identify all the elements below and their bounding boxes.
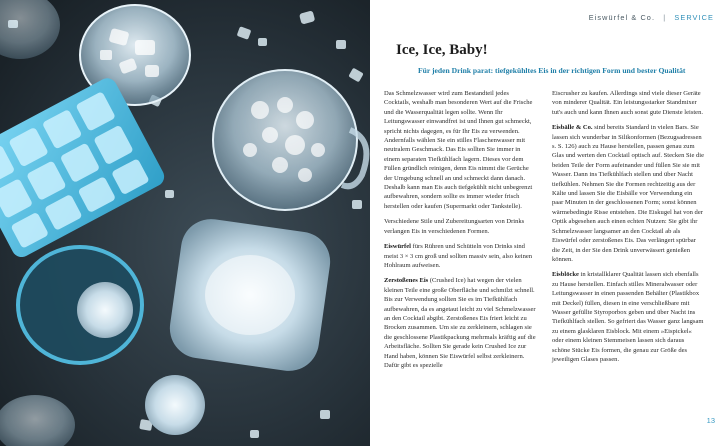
paragraph-text: in kristallklarer Qualität lassen sich ebenfalls zu Hause herstellen. Einfach stilles Mineralwasser oder Leitungswasser in einen passenden Behälter (Plastikbox mit Deckel) füllen, diesen in eine verschließbare mit Wasser gefüllte Styroporbox geben und über Nacht ins Tiefkühlfach stellen. So gefriert das Wasser ganz langsam zu einem glasklaren Eisblock. Mit einem »Eispickel« oder einem kleinen Stemmeisen lassen sich daraus schöne Stücke Eis formen, die genau zur Größe des jeweiligen Glases passen. bbox=[552, 271, 704, 363]
paragraph: Verschiedene Stile und Zubereitungsarten von Drinks verlangen Eis in verschiedenen Formen. bbox=[384, 218, 525, 235]
article-title: Ice, Ice, Baby! bbox=[396, 42, 488, 58]
paragraph-ice-balls bbox=[552, 123, 704, 264]
clear-ice-block bbox=[166, 215, 334, 375]
jug-crushed-ice bbox=[213, 70, 366, 210]
running-header bbox=[589, 13, 714, 22]
paragraph-text: sind bereits Standard in vielen Bars. Sie lassen sich wunderbar in Silikonformen (Bezugsadressen s. S. 126) auch zu Hause herstellen, passen genau zum Glas und werten den Cocktail optisch auf. Stecken Sie die beiden Teile der Form aufeinander und füllen Sie sie mit Wasser. Dann ins Tiefkühlfach stellen und über Nacht tiefkühlen. Nehmen Sie die Formen rechtzeitig aus der Kälte und lassen Sie die Eisbälle vor Verwendung ein paar Minuten in der geschlossenen Form; sonst können wärmebedingte Risse entstehen. Die Eiskugel hat von der Optik abgesehen auch einen echten Nutzen: Sie gibt ihr Schmelzwasser langsamer an den Cocktail ab als Eiswürfel oder zerstoßenes Eis. Das verlängert spürbar die Zeit, in der Sie den Drink unverwässert genießen können. bbox=[552, 124, 704, 263]
paragraph-crushed-ice bbox=[384, 276, 536, 370]
term-crushed-ice: Zerstoßenes Eis bbox=[384, 277, 429, 285]
paragraph-text: fürs Rühren und Schütteln von Drinks sind meist 3 × 3 cm groß und sollten massiv sein, also keinen Hohlraum aufweisen. bbox=[384, 243, 533, 269]
paragraph: Eiscrusher zu kaufen. Allerdings sind viele dieser Geräte von minderer Qualität. Ein leistungsstarker Standmixer tut's auch und kann Ihnen auch sonst gute Dienste leisten. bbox=[552, 90, 703, 116]
small-ice-ball bbox=[145, 375, 205, 435]
term-eisbloecke: Eisblöcke bbox=[552, 271, 579, 279]
page-number: 13 bbox=[706, 416, 715, 425]
right-column bbox=[552, 89, 704, 370]
header-brand: Eiswürfel & Co. bbox=[588, 13, 656, 22]
glass-ice-ball bbox=[18, 247, 142, 363]
paragraph-ice-cubes bbox=[384, 242, 536, 270]
article-subtitle: Für jeden Drink parat: tiefgekühltes Eis in der richtigen Form und bester Qualität bbox=[418, 66, 686, 75]
paragraph: Das Schmelzwasser wird zum Bestandteil jedes Cocktails, weshalb man besonderen Wert auf die Frische und die Wasserqualität legen sollte. Wenn Ihr Leitungswasser einwandfrei ist und Ihnen gut schmeckt, spricht nichts dagegen, es für Ihr Eis zu verwenden. Andernfalls wählen Sie ein stilles Flaschenwasser mit neutralem Geschmack. Das Eis sollten Sie immer in einem separaten Tiefkühlfach lagern. Dieses vor dem Füllen gründlich reinigen, denn Eis nimmt die Gerüche der Umgebung schnell an und schmeckt dann danach. Deshalb kann man Eis auch tiefgekühlt nicht unbegrenzt aufbewahren, sondern sollte es immer wieder frisch herstellen oder kaufen (Supermarkt oder Tankstelle). bbox=[384, 90, 533, 210]
header-section: SERVICE bbox=[674, 13, 714, 22]
text-page bbox=[370, 0, 720, 446]
bottom-glass bbox=[0, 395, 75, 446]
corner-glass bbox=[0, 0, 60, 59]
paragraph-text: (Crushed Ice) hat wegen der vielen kleinen Teile eine große Oberfläche und schmilzt schnell. Bis zur Verwendung sollten Sie es im Tiefkühlfach aufbewahren, da es angetaut leicht zu viel Schmelzwasser an den Cocktail abgibt. Zerstoßenes Eis friert leicht zu Brocken zusammen. Um sie zu zerkleinern, schlagen sie die geschlossene Plastikpackung mehrmals kräftig auf die Arbeitsfläche. Sollten Sie gerade kein Crushed Ice zur Hand haben, können Sie Eiswürfel selbst zerkleinern. Dafür gibt es spezielle bbox=[384, 277, 536, 369]
paragraph-ice-blocks bbox=[552, 270, 704, 364]
term-eiswuerfel: Eiswürfel bbox=[384, 243, 411, 251]
left-column bbox=[384, 89, 536, 376]
header-separator: | bbox=[663, 13, 667, 22]
term-eisbaelle: Eisbälle & Co. bbox=[552, 124, 593, 132]
